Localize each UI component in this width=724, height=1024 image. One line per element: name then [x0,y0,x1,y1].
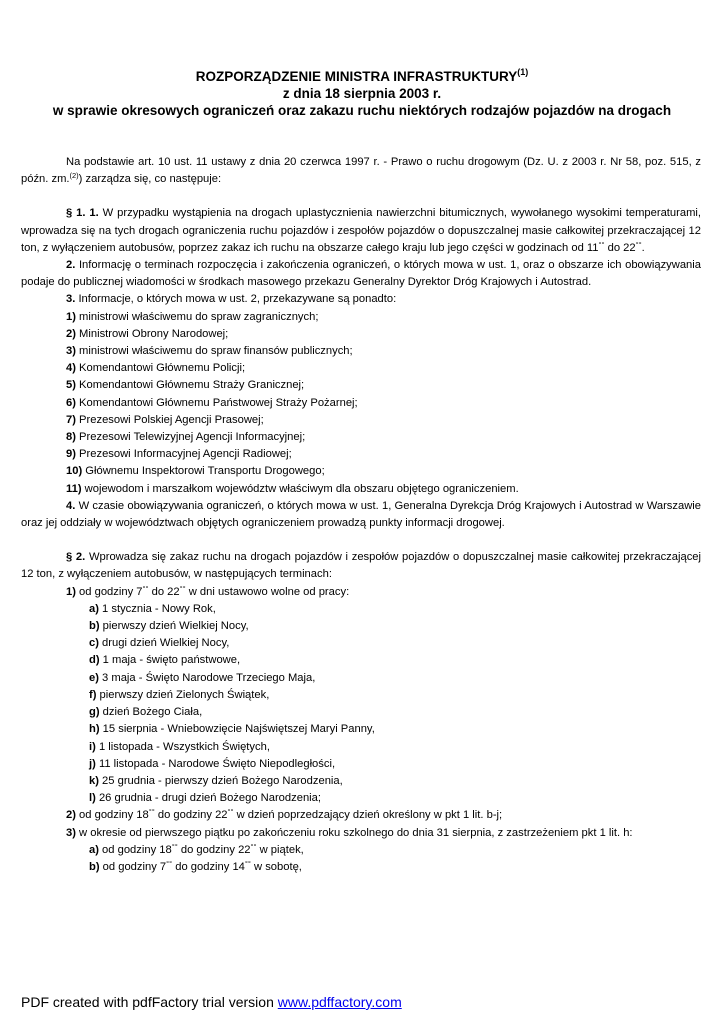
list-item: b) pierwszy dzień Wielkiej Nocy, [89,620,249,633]
s1-ust3: 3. Informacje, o których mowa w ust. 2, przekazywane są ponadto: [66,293,397,306]
list-item: d) 1 maja - święto państwowe, [89,654,241,667]
list-item: 7) Prezesowi Polskiej Agencji Prasowej; [66,413,264,426]
s2-holidays-list [21,601,701,807]
list-item: 10) Głównemu Inspektorowi Transportu Drogowego; [66,465,325,478]
document-title [0,68,724,119]
list-item: l) 26 grudnia - drugi dzień Bożego Narodzenia; [89,792,321,805]
list-item: 5) Komendantowi Głównemu Straży Granicznej; [66,379,305,392]
list-item: 1) ministrowi właściwemu do spraw zagranicznych; [66,310,319,323]
s2-intro: § 2. Wprowadza się zakaz ruchu na drogach pojazdów i zespołów pojazdów o dopuszczalnej masie całkowitej przekraczającej 12 ton, z wyłączeniem autobusów, w następujących terminach: [21,551,701,581]
s1-ust3-list [21,309,701,498]
list-item: 2) Ministrowi Obrony Narodowej; [66,327,229,340]
s2-item-2: 2) od godziny 18°° do godziny 22°° w dzień poprzedzający dzień określony w pkt 1 lit. b-j; [66,807,503,822]
s2-item-3a: a) od godziny 18°° do godziny 22°° w piątek, [89,841,304,856]
list-item: 6) Komendantowi Głównemu Państwowej Straży Pożarnej; [66,396,358,409]
document-body [21,154,701,876]
preamble: Na podstawie art. 10 ust. 11 ustawy z dnia 20 czerwca 1997 r. - Prawo o ruchu drogowym (Dz. U. z 2003 r. Nr 58, poz. 515, z późn. zm.$^{(2)}$) zarządza się, co następuje: [21,156,701,186]
title-date: z dnia 18 sierpnia 2003 r. [282,86,442,101]
title-line-1: ROZPORZĄDZENIE MINISTRA INFRASTRUKTURY$^{(1)}$ [195,67,529,84]
s2-item-1: 1) od godziny 7°° do 22°° w dni ustawowo wolne od pracy: [66,583,350,598]
list-item: c) drugi dzień Wielkiej Nocy, [89,637,230,650]
list-item: 11) wojewodom i marszałkom województw właściwym dla obszaru objętego ograniczeniem. [66,482,519,495]
title-subject: w sprawie okresowych ograniczeń oraz zakazu ruchu niektórych rodzajów pojazdów na drogach [52,103,672,118]
list-item: e) 3 maja - Święto Narodowe Trzeciego Maja, [89,671,316,684]
s1-ust4: 4. W czasie obowiązywania ograniczeń, o których mowa w ust. 1, Generalna Dyrekcja Dróg Krajowych i Autostrad w Warszawie oraz jej oddziały w województwach objętych ograniczeniem prowadzą punkty informacji drogowej. [21,499,701,530]
list-item: 4) Komendantowi Głównemu Policji; [66,362,246,375]
pdf-footer [21,994,402,1010]
list-item: i) 1 listopada - Wszystkich Świętych, [89,740,270,753]
list-item: j) 11 listopada - Narodowe Święto Niepodległości, [89,757,336,770]
s1-ust1: § 1. 1. W przypadku wystąpienia na drogach uplastycznienia nawierzchni bitumicznych, wywołanego wysokimi temperaturami, wprowadza się na tych drogach ograniczenia ruchu pojazdów i zespołów pojazdów o dopuszczalnej masie całkowitej przekraczającej 12 ton, z wyłączeniem autobusów, poprzez zakaz ich ruchu na obszarze całego kraju lub jego części w godzinach od 11°° do 22°°. [21,207,701,254]
footer-text: PDF created with pdfFactory trial version [21,994,278,1010]
title-footnote-ref: (1) [517,67,529,77]
s1-ust2: 2. Informację o terminach rozpoczęcia i zakończenia ograniczeń, o których mowa w ust. 1, oraz o obszarze ich obowiązywania podaje do publicznej wiadomości w środkach masowego przekazu Generalny Dyrektor Dróg Krajowych i Autostrad. [21,259,701,289]
s2-item-3b: b) od godziny 7°° do godziny 14°° w sobotę, [89,858,302,873]
s2-item-3: 3) w okresie od pierwszego piątku po zakończeniu roku szkolnego do dnia 31 sierpnia, z zastrzeżeniem pkt 1 lit. h: [66,826,633,839]
list-item: h) 15 sierpnia - Wniebowzięcie Najświętszej Maryi Panny, [89,723,375,736]
list-item: 3) ministrowi właściwemu do spraw finansów publicznych; [66,345,353,358]
list-item: f) pierwszy dzień Zielonych Świątek, [89,688,270,701]
list-item: g) dzień Bożego Ciała, [89,706,203,719]
list-item: k) 25 grudnia - pierwszy dzień Bożego Narodzenia, [89,774,343,787]
footer-link[interactable]: www.pdffactory.com [277,994,402,1010]
list-item: 9) Prezesowi Informacyjnej Agencji Radiowej; [66,448,292,461]
list-item: 8) Prezesowi Telewizyjnej Agencji Informacyjnej; [66,431,306,444]
list-item: a) 1 stycznia - Nowy Rok, [89,602,216,615]
